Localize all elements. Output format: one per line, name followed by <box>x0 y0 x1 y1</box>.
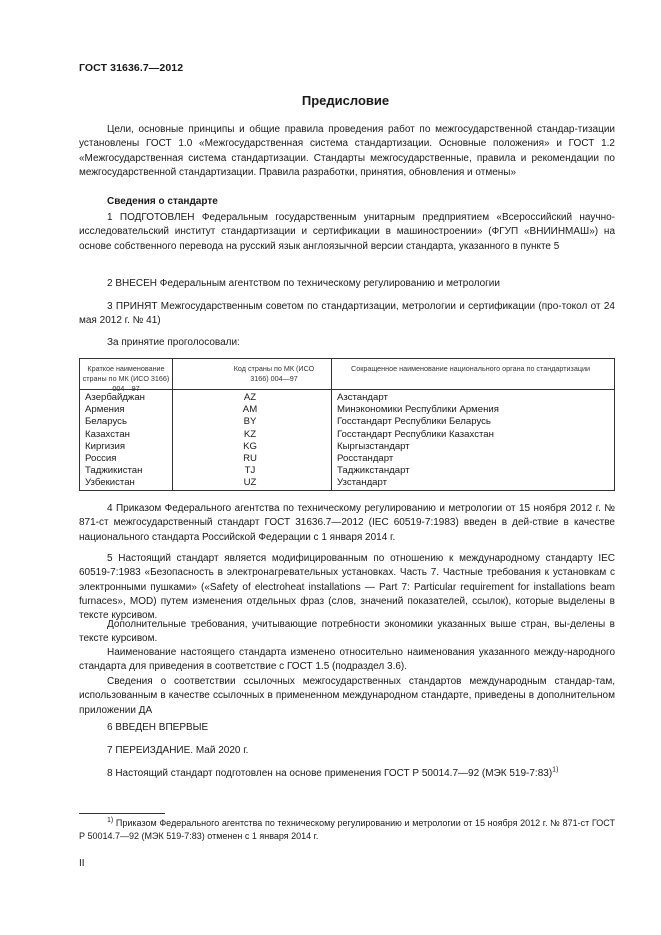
table-cell: Узстандарт <box>337 477 388 489</box>
table-cell: BY <box>243 416 257 428</box>
table-cell: Беларусь <box>85 416 127 428</box>
item-5-additional: Дополнительные требования, учитывающие потребности экономики указанных выше стран, вы-делены в тексте курсивом. <box>79 619 615 645</box>
item-2-paragraph: 2 ВНЕСЕН Федеральным агентством по техническому регулированию и метрологии <box>107 278 500 289</box>
document-header: ГОСТ 31636.7—2012 <box>79 62 184 74</box>
table-header-body: Сокращенное наименование национального органа по стандартизации <box>351 364 590 373</box>
table-cell: KZ <box>243 428 257 440</box>
table-cell: Армения <box>85 404 125 416</box>
footnote-ref[interactable]: 1) <box>552 766 559 774</box>
item-7-paragraph: 7 ПЕРЕИЗДАНИЕ. Май 2020 г. <box>107 745 249 756</box>
page-title: Предисловие <box>301 93 390 108</box>
page-number: II <box>79 858 85 869</box>
table-cell: Таджикистан <box>85 465 143 477</box>
section-title: Сведения о стандарте <box>107 196 218 207</box>
table-cell: AZ <box>243 392 257 403</box>
footnote <box>79 817 615 842</box>
table-cell: UZ <box>243 477 257 489</box>
table-header-code: Код страны по МК (ИСО 3166) 004—97 <box>233 364 315 383</box>
table-column-country <box>85 392 145 490</box>
item-3-paragraph: 3 ПРИНЯТ Межгосударственным советом по стандартизации, метрологии и сертификации (про-токол от 24 мая 2012 г. № 41) <box>79 301 615 327</box>
item-4-paragraph: 4 Приказом Федерального агентства по техническому регулированию и метрологии от 15 ноября 2012 г. № 871-ст межгосударственный стандарт ГОСТ 31636.7—2012 (IEC 60519-7:1983) введен в дей-ствие в качестве национального стандарта Российской Федерации с 1 января 2014 г. <box>79 503 615 543</box>
item-5-paragraph: 5 Настоящий стандарт является модифицированным по отношению к международному стандарту IEC 60519-7:1983 «Безопасность в электронагревательных установках. Часть 7. Частные требования к установкам с электронными пушками» («Safety of electroheat installations — Part 7: Particular requirement for installations beam furnaces», MOD) путем изменения отдельных фраз (слов, значений показателей, ссылок), которые выделены в тексте курсивом. <box>79 553 615 622</box>
table-header-country: Краткое наименование страны по МК (ИСО 3166) 004—97 <box>82 364 170 393</box>
table-cell: Азстандарт <box>337 392 388 403</box>
table-cell: Минэкономики Республики Армения <box>337 404 499 416</box>
item-1-paragraph: 1 ПОДГОТОВЛЕН Федеральным государственным унитарным предприятием «Всероссийский научно-исследовательский институт стандартизации и сертификации в машиностроении» (ФГУП «ВНИИНМАШ») на основе собственного перевода на русский язык англоязычной версии стандарта, указанного в пункте 5 <box>79 212 615 252</box>
item-6-paragraph: 6 ВВЕДЕН ВПЕРВЫЕ <box>107 722 209 733</box>
table-cell: Киргизия <box>85 440 126 452</box>
table-cell: AM <box>242 404 258 416</box>
footnote-divider <box>79 813 165 814</box>
table-cell: KG <box>243 440 257 452</box>
voting-table <box>79 358 615 491</box>
item-8-text: 8 Настоящий стандарт подготовлен на основе применения ГОСТ Р 50014.7—92 (МЭК 519-7:83) <box>107 768 553 779</box>
item-8-paragraph <box>79 767 615 781</box>
table-cell: Росстандарт <box>337 453 394 465</box>
table-cell: Россия <box>85 453 117 465</box>
footnote-text: Приказом Федерального агентства по техническому регулированию и метрологии от 15 ноября 2012 г. № 871-ст ГОСТ Р 50014.7—92 (МЭК 519-7:83) отменен с 1 января 2014 г. <box>79 818 615 841</box>
item-5-references: Сведения о соответствии ссылочных межгосударственных стандартов международным стандар-там, использованным в качестве ссылочных в примененном международном стандарте, приведены в дополнительном приложении ДА <box>79 676 615 716</box>
table-cell: Таджикстандарт <box>337 465 410 477</box>
table-cell: Госстандарт Республики Беларусь <box>337 416 491 428</box>
table-cell: Узбекистан <box>85 477 135 489</box>
footnote-marker: 1) <box>107 817 114 824</box>
table-cell: Азербайджан <box>85 392 145 403</box>
item-5-name-change: Наименование настоящего стандарта изменено относительно наименования указанного между-народного стандарта для приведения в соответствие с ГОСТ 1.5 (подраздел 3.6). <box>79 647 615 673</box>
intro-paragraph: Цели, основные принципы и общие правила проведения работ по межгосударственной стандар-тизации установлены ГОСТ 1.0 «Межгосударственная система стандартизации. Основные положения» и ГОСТ 1.2 «Межгосударственная система стандартизации. Стандарты межгосударственные, правила и рекомендации по межгосударственной стандартизации. Правила разработки, принятия, обновления и отмены» <box>79 124 615 178</box>
table-cell: Кыргызстандарт <box>337 440 410 452</box>
table-column-body <box>337 392 499 490</box>
table-cell: Госстандарт Республики Казахстан <box>337 428 494 440</box>
table-cell: TJ <box>244 465 256 477</box>
table-cell: Казахстан <box>85 428 130 440</box>
table-cell: RU <box>243 453 257 465</box>
voted-label: За принятие проголосовали: <box>107 337 240 348</box>
